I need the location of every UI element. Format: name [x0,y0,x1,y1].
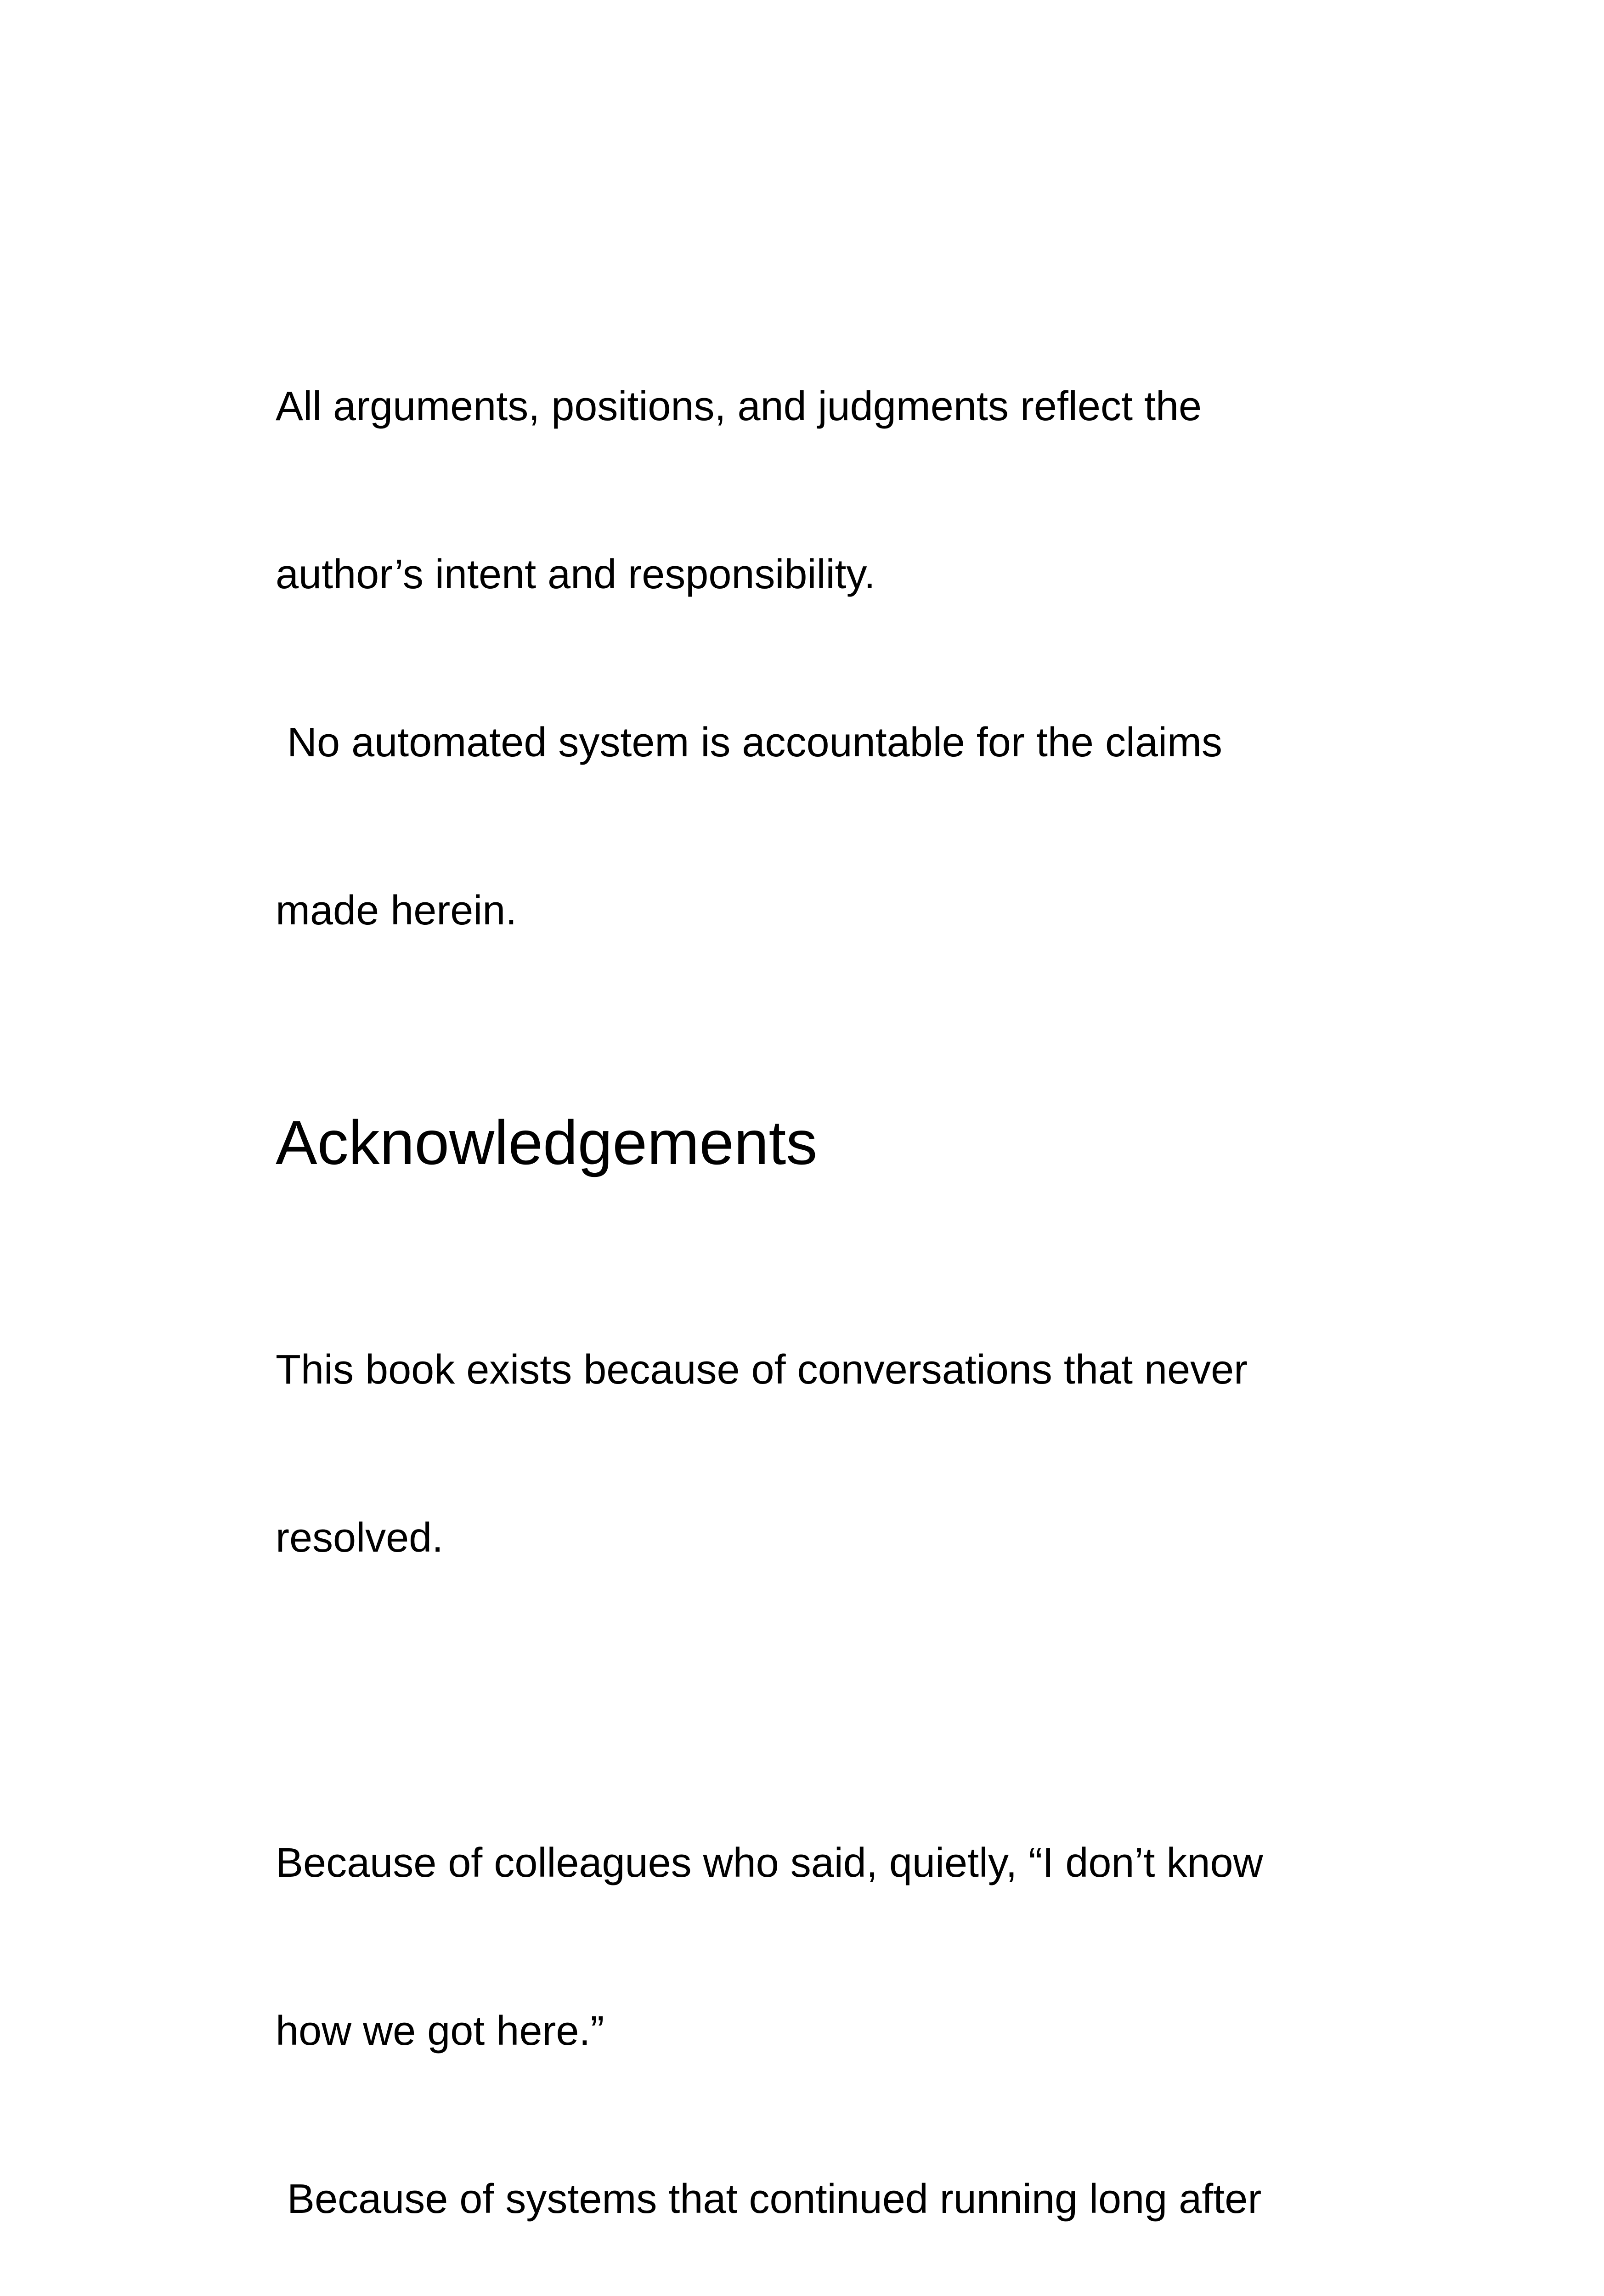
text-line: how we got here.” [276,2008,604,2054]
acknowledgements-paragraph [276,1723,1360,2296]
text-line: author’s intent and responsibility. [276,551,875,597]
text-line: made herein. [276,888,517,934]
text-line: All arguments, positions, and judgments reflect the [276,383,1202,429]
text-line: Because of colleagues who said, quietly, “I don’t know [276,1840,1263,1886]
text-line: resolved. [276,1515,444,1561]
acknowledgements-heading: Acknowledgements [276,1108,818,1177]
acknowledgements-paragraph [276,1230,1360,1678]
page-content [276,266,1360,2296]
text-line: Because of systems that continued running long after [276,2176,1262,2222]
text-line: No automated system is accountable for the claims [276,720,1222,765]
text-line: This book exists because of conversations that never [276,1347,1248,1393]
intro-paragraph [276,266,1360,1051]
